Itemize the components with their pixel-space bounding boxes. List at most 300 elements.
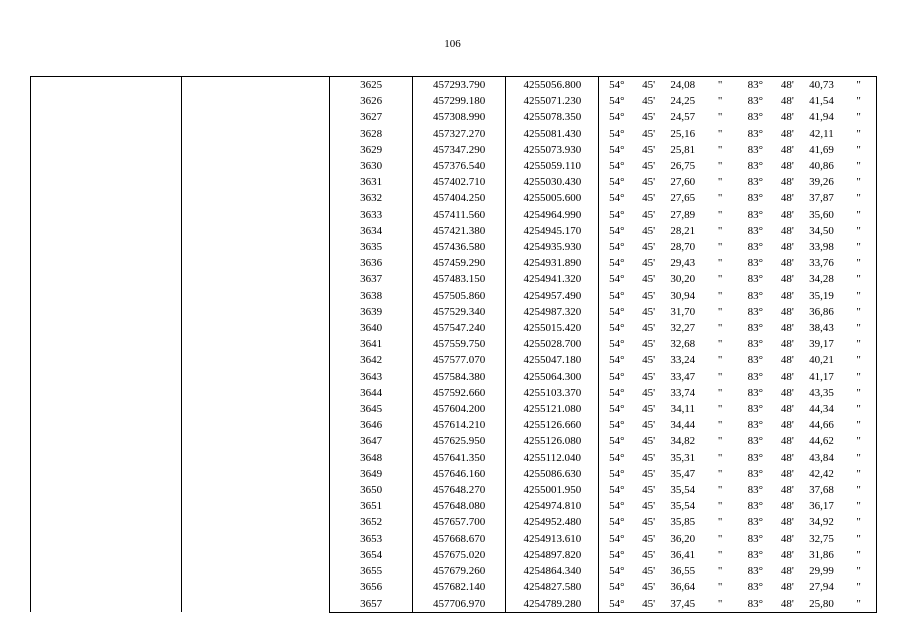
latitude-degrees-value: 54 bbox=[609, 95, 621, 108]
latitude-minutes bbox=[634, 498, 663, 514]
y-coordinate: 4255030.430 bbox=[506, 174, 599, 190]
x-coordinate: 457459.290 bbox=[413, 255, 506, 271]
latitude-seconds: 33,24 bbox=[670, 354, 696, 367]
latitude-seconds: 35,54 bbox=[670, 484, 696, 497]
longitude-seconds: 25,80 bbox=[802, 596, 841, 613]
longitude-minutes-value: 48 bbox=[780, 565, 792, 578]
longitude-degrees-symbol: ° bbox=[758, 305, 763, 318]
y-coordinate: 4255028.700 bbox=[506, 336, 599, 352]
latitude-seconds-symbol: " bbox=[717, 386, 723, 399]
x-coordinate: 457421.380 bbox=[413, 223, 506, 239]
longitude-degrees bbox=[738, 142, 773, 158]
latitude-minutes bbox=[634, 401, 663, 417]
latitude-minutes-value: 45 bbox=[642, 241, 654, 254]
longitude-minutes-value: 48 bbox=[780, 289, 792, 302]
latitude-degrees bbox=[599, 93, 634, 109]
point-number: 3632 bbox=[330, 190, 413, 206]
longitude-minutes-value: 48 bbox=[780, 95, 792, 108]
point-number: 3635 bbox=[330, 239, 413, 255]
latitude-degrees-symbol: ° bbox=[620, 176, 625, 189]
latitude-degrees bbox=[599, 596, 634, 613]
latitude-minutes-value: 45 bbox=[642, 354, 654, 367]
longitude-minutes-symbol: ' bbox=[791, 386, 794, 399]
longitude-minutes-value: 48 bbox=[780, 273, 792, 286]
longitude-seconds-symbol: " bbox=[841, 126, 876, 142]
longitude-degrees-symbol: ° bbox=[758, 127, 763, 140]
latitude-degrees-symbol: ° bbox=[620, 224, 625, 237]
x-coordinate: 457679.260 bbox=[413, 563, 506, 579]
latitude-degrees bbox=[599, 385, 634, 401]
longitude-seconds-symbol: " bbox=[841, 77, 876, 94]
longitude-minutes-symbol: ' bbox=[791, 305, 794, 318]
latitude-degrees-symbol: ° bbox=[620, 500, 625, 513]
latitude-minutes-symbol: ' bbox=[653, 451, 656, 464]
longitude-seconds: 34,92 bbox=[809, 516, 834, 529]
longitude-seconds-symbol: " bbox=[841, 401, 876, 417]
longitude-minutes-symbol: ' bbox=[791, 127, 794, 140]
latitude-degrees-value: 54 bbox=[609, 419, 621, 432]
longitude-degrees bbox=[738, 417, 773, 433]
point-number: 3625 bbox=[330, 77, 413, 94]
latitude-seconds-symbol: " bbox=[717, 354, 723, 367]
latitude-seconds-symbol: " bbox=[717, 289, 723, 302]
latitude-minutes-value: 45 bbox=[642, 484, 654, 497]
point-number: 3653 bbox=[330, 531, 413, 547]
longitude-seconds-symbol: " bbox=[841, 466, 876, 482]
longitude-degrees-value: 83 bbox=[747, 160, 759, 173]
longitude-minutes-value: 48 bbox=[780, 451, 792, 464]
longitude-degrees-symbol: ° bbox=[758, 548, 763, 561]
longitude-seconds: 38,43 bbox=[809, 322, 834, 335]
longitude-degrees-symbol: ° bbox=[758, 565, 763, 578]
latitude-seconds: 27,65 bbox=[670, 192, 696, 205]
y-coordinate: 4254827.580 bbox=[506, 579, 599, 595]
latitude-minutes bbox=[634, 109, 663, 125]
longitude-minutes-symbol: ' bbox=[791, 273, 794, 286]
latitude-minutes bbox=[634, 417, 663, 433]
latitude-degrees-value: 54 bbox=[609, 241, 621, 254]
latitude-degrees bbox=[599, 304, 634, 320]
latitude-degrees-value: 54 bbox=[609, 597, 621, 610]
longitude-degrees bbox=[738, 385, 773, 401]
latitude-degrees-symbol: ° bbox=[620, 241, 625, 254]
longitude-minutes bbox=[773, 93, 802, 109]
latitude-minutes-symbol: ' bbox=[653, 79, 656, 91]
latitude-minutes-symbol: ' bbox=[653, 500, 656, 513]
longitude-seconds: 31,86 bbox=[809, 548, 834, 561]
longitude-minutes bbox=[773, 498, 802, 514]
latitude-minutes-symbol: ' bbox=[653, 208, 656, 221]
point-number: 3642 bbox=[330, 352, 413, 368]
point-number: 3627 bbox=[330, 109, 413, 125]
longitude-minutes bbox=[773, 385, 802, 401]
longitude-minutes-symbol: ' bbox=[791, 111, 794, 124]
latitude-minutes-symbol: ' bbox=[653, 386, 656, 399]
longitude-degrees-symbol: ° bbox=[758, 370, 763, 383]
longitude-seconds-symbol: " bbox=[841, 320, 876, 336]
longitude-degrees-value: 83 bbox=[747, 467, 759, 480]
longitude-minutes bbox=[773, 207, 802, 223]
latitude-minutes-symbol: ' bbox=[653, 532, 656, 545]
longitude-degrees-value: 83 bbox=[747, 548, 759, 561]
longitude-minutes-value: 48 bbox=[780, 581, 792, 594]
longitude-seconds-symbol: " bbox=[841, 190, 876, 206]
latitude-degrees-value: 54 bbox=[609, 273, 621, 286]
longitude-minutes-symbol: ' bbox=[791, 143, 794, 156]
x-coordinate: 457657.700 bbox=[413, 514, 506, 530]
longitude-minutes-symbol: ' bbox=[791, 289, 794, 302]
longitude-seconds-symbol: " bbox=[841, 174, 876, 190]
longitude-degrees-value: 83 bbox=[747, 176, 759, 189]
longitude-degrees-symbol: ° bbox=[758, 160, 763, 173]
longitude-degrees-value: 83 bbox=[747, 95, 759, 108]
latitude-degrees-symbol: ° bbox=[620, 257, 625, 270]
latitude-minutes bbox=[634, 320, 663, 336]
longitude-degrees bbox=[738, 401, 773, 417]
longitude-degrees-symbol: ° bbox=[758, 322, 763, 335]
latitude-minutes-value: 45 bbox=[642, 289, 654, 302]
latitude-degrees bbox=[599, 109, 634, 125]
latitude-degrees bbox=[599, 563, 634, 579]
latitude-seconds-symbol: " bbox=[717, 322, 723, 335]
longitude-seconds-symbol: " bbox=[841, 207, 876, 223]
latitude-degrees bbox=[599, 336, 634, 352]
longitude-seconds: 34,50 bbox=[809, 224, 834, 237]
latitude-minutes bbox=[634, 369, 663, 385]
longitude-seconds-symbol: " bbox=[841, 239, 876, 255]
latitude-degrees-symbol: ° bbox=[620, 160, 625, 173]
latitude-minutes-value: 45 bbox=[642, 257, 654, 270]
latitude-seconds: 27,60 bbox=[670, 176, 696, 189]
point-number: 3646 bbox=[330, 417, 413, 433]
longitude-seconds-symbol: " bbox=[841, 304, 876, 320]
longitude-degrees bbox=[738, 514, 773, 530]
longitude-seconds-symbol: " bbox=[841, 563, 876, 579]
latitude-minutes-value: 45 bbox=[642, 305, 654, 318]
longitude-minutes bbox=[773, 239, 802, 255]
longitude-degrees-symbol: ° bbox=[758, 386, 763, 399]
y-coordinate: 4254935.930 bbox=[506, 239, 599, 255]
longitude-seconds: 40,73 bbox=[802, 77, 841, 94]
longitude-seconds: 35,60 bbox=[809, 208, 834, 221]
latitude-seconds: 36,41 bbox=[670, 548, 696, 561]
x-coordinate: 457577.070 bbox=[413, 352, 506, 368]
longitude-degrees-symbol: ° bbox=[758, 516, 763, 529]
longitude-minutes-symbol: ' bbox=[791, 532, 794, 545]
longitude-minutes-value: 48 bbox=[780, 176, 792, 189]
longitude-minutes-value: 48 bbox=[780, 192, 792, 205]
latitude-degrees-value: 54 bbox=[609, 403, 621, 416]
latitude-seconds: 24,25 bbox=[670, 95, 696, 108]
x-coordinate: 457505.860 bbox=[413, 288, 506, 304]
longitude-minutes-symbol: ' bbox=[791, 435, 794, 448]
latitude-seconds: 34,82 bbox=[670, 435, 696, 448]
longitude-minutes-symbol: ' bbox=[791, 370, 794, 383]
latitude-minutes bbox=[634, 433, 663, 449]
x-coordinate: 457347.290 bbox=[413, 142, 506, 158]
x-coordinate: 457648.080 bbox=[413, 498, 506, 514]
latitude-minutes-value: 45 bbox=[642, 273, 654, 286]
longitude-minutes-value: 48 bbox=[780, 516, 792, 529]
latitude-degrees bbox=[599, 142, 634, 158]
longitude-degrees-value: 83 bbox=[747, 208, 759, 221]
latitude-degrees-value: 54 bbox=[609, 289, 621, 302]
latitude-seconds-symbol: " bbox=[717, 581, 723, 594]
latitude-minutes bbox=[634, 174, 663, 190]
latitude-degrees-symbol: ° bbox=[620, 338, 625, 351]
longitude-minutes-symbol: ' bbox=[791, 160, 794, 173]
longitude-minutes-value: 48 bbox=[780, 532, 792, 545]
y-coordinate: 4254957.490 bbox=[506, 288, 599, 304]
longitude-minutes bbox=[773, 547, 802, 563]
latitude-seconds: 34,11 bbox=[670, 403, 695, 416]
latitude-seconds: 25,81 bbox=[670, 143, 696, 156]
latitude-degrees-symbol: ° bbox=[620, 565, 625, 578]
longitude-seconds-symbol: " bbox=[841, 417, 876, 433]
latitude-seconds-symbol: " bbox=[717, 451, 723, 464]
longitude-degrees-symbol: ° bbox=[758, 435, 763, 448]
latitude-seconds-symbol: " bbox=[717, 484, 723, 497]
longitude-degrees bbox=[738, 158, 773, 174]
latitude-degrees-value: 54 bbox=[609, 435, 621, 448]
latitude-seconds-symbol: " bbox=[717, 273, 723, 286]
point-number: 3654 bbox=[330, 547, 413, 563]
latitude-seconds: 24,57 bbox=[670, 111, 696, 124]
longitude-seconds-symbol: " bbox=[841, 255, 876, 271]
latitude-degrees bbox=[599, 239, 634, 255]
latitude-minutes bbox=[634, 255, 663, 271]
latitude-degrees-symbol: ° bbox=[620, 95, 625, 108]
x-coordinate: 457299.180 bbox=[413, 93, 506, 109]
latitude-seconds: 26,75 bbox=[670, 160, 696, 173]
longitude-minutes-value: 48 bbox=[780, 305, 792, 318]
longitude-degrees bbox=[738, 109, 773, 125]
x-coordinate: 457641.350 bbox=[413, 450, 506, 466]
latitude-minutes bbox=[634, 531, 663, 547]
latitude-minutes-symbol: ' bbox=[653, 516, 656, 529]
longitude-seconds-symbol: " bbox=[841, 109, 876, 125]
longitude-seconds-symbol: " bbox=[841, 450, 876, 466]
longitude-minutes-symbol: ' bbox=[791, 208, 794, 221]
longitude-degrees-value: 83 bbox=[747, 273, 759, 286]
latitude-seconds: 32,68 bbox=[670, 338, 696, 351]
longitude-seconds: 43,35 bbox=[809, 386, 834, 399]
latitude-degrees-value: 54 bbox=[609, 143, 621, 156]
longitude-minutes bbox=[773, 142, 802, 158]
longitude-degrees bbox=[738, 77, 773, 94]
latitude-minutes bbox=[634, 93, 663, 109]
y-coordinate: 4255047.180 bbox=[506, 352, 599, 368]
y-coordinate: 4254864.340 bbox=[506, 563, 599, 579]
latitude-degrees-value: 54 bbox=[609, 451, 621, 464]
longitude-degrees-symbol: ° bbox=[758, 176, 763, 189]
point-number: 3640 bbox=[330, 320, 413, 336]
longitude-minutes-value: 48 bbox=[780, 127, 792, 140]
longitude-degrees bbox=[738, 579, 773, 595]
latitude-minutes bbox=[634, 563, 663, 579]
latitude-minutes bbox=[634, 579, 663, 595]
point-number: 3651 bbox=[330, 498, 413, 514]
x-coordinate: 457706.970 bbox=[413, 596, 506, 613]
latitude-degrees-symbol: ° bbox=[620, 516, 625, 529]
longitude-minutes-value: 48 bbox=[780, 241, 792, 254]
longitude-degrees bbox=[738, 93, 773, 109]
latitude-degrees bbox=[599, 174, 634, 190]
longitude-minutes-symbol: ' bbox=[791, 516, 794, 529]
latitude-degrees bbox=[599, 190, 634, 206]
longitude-minutes-value: 48 bbox=[780, 484, 792, 497]
latitude-degrees-symbol: ° bbox=[620, 322, 625, 335]
table-row bbox=[31, 77, 877, 94]
longitude-degrees bbox=[738, 255, 773, 271]
latitude-degrees-symbol: ° bbox=[620, 273, 625, 286]
point-number: 3637 bbox=[330, 271, 413, 287]
y-coordinate: 4254952.480 bbox=[506, 514, 599, 530]
latitude-seconds-symbol: " bbox=[717, 224, 723, 237]
longitude-minutes bbox=[773, 174, 802, 190]
longitude-degrees-value: 83 bbox=[747, 581, 759, 594]
latitude-degrees bbox=[599, 77, 634, 94]
longitude-minutes-value: 48 bbox=[780, 435, 792, 448]
longitude-degrees bbox=[738, 304, 773, 320]
point-number: 3641 bbox=[330, 336, 413, 352]
longitude-minutes bbox=[773, 223, 802, 239]
latitude-minutes bbox=[634, 336, 663, 352]
longitude-degrees-value: 83 bbox=[747, 257, 759, 270]
longitude-seconds-symbol: " bbox=[841, 158, 876, 174]
latitude-seconds-symbol: " bbox=[717, 435, 723, 448]
latitude-minutes-value: 45 bbox=[642, 208, 654, 221]
latitude-minutes bbox=[634, 271, 663, 287]
point-number: 3649 bbox=[330, 466, 413, 482]
y-coordinate: 4255126.660 bbox=[506, 417, 599, 433]
latitude-seconds: 35,54 bbox=[670, 500, 696, 513]
longitude-degrees bbox=[738, 190, 773, 206]
latitude-seconds: 33,47 bbox=[670, 370, 696, 383]
latitude-seconds-symbol: " bbox=[717, 111, 723, 124]
latitude-seconds-symbol: " bbox=[717, 516, 723, 529]
longitude-minutes-symbol: ' bbox=[791, 419, 794, 432]
longitude-minutes bbox=[773, 158, 802, 174]
longitude-minutes bbox=[773, 352, 802, 368]
longitude-degrees-symbol: ° bbox=[758, 581, 763, 594]
longitude-minutes-value: 48 bbox=[780, 257, 792, 270]
longitude-seconds: 44,66 bbox=[809, 419, 834, 432]
latitude-minutes-symbol: ' bbox=[653, 484, 656, 497]
longitude-minutes-symbol: ' bbox=[791, 565, 794, 578]
y-coordinate: 4254987.320 bbox=[506, 304, 599, 320]
latitude-degrees-symbol: ° bbox=[620, 451, 625, 464]
latitude-minutes-symbol: ' bbox=[653, 581, 656, 594]
latitude-seconds-symbol: " bbox=[717, 467, 723, 480]
latitude-minutes-symbol: ' bbox=[653, 127, 656, 140]
y-coordinate: 4255015.420 bbox=[506, 320, 599, 336]
longitude-degrees-symbol: ° bbox=[758, 192, 763, 205]
longitude-degrees-value: 83 bbox=[747, 500, 759, 513]
point-number: 3636 bbox=[330, 255, 413, 271]
longitude-minutes bbox=[773, 579, 802, 595]
point-number: 3630 bbox=[330, 158, 413, 174]
latitude-minutes-value: 45 bbox=[642, 597, 654, 610]
longitude-minutes bbox=[773, 255, 802, 271]
longitude-degrees-symbol: ° bbox=[758, 338, 763, 351]
longitude-minutes-symbol: ' bbox=[791, 322, 794, 335]
longitude-minutes-value: 48 bbox=[780, 208, 792, 221]
longitude-minutes bbox=[773, 563, 802, 579]
longitude-degrees-symbol: ° bbox=[758, 111, 763, 124]
latitude-degrees-symbol: ° bbox=[620, 305, 625, 318]
x-coordinate: 457559.750 bbox=[413, 336, 506, 352]
longitude-degrees-value: 83 bbox=[747, 516, 759, 529]
longitude-seconds-symbol: " bbox=[841, 271, 876, 287]
latitude-minutes-value: 45 bbox=[642, 500, 654, 513]
latitude-degrees-symbol: ° bbox=[620, 484, 625, 497]
latitude-degrees bbox=[599, 255, 634, 271]
longitude-minutes bbox=[773, 288, 802, 304]
point-number: 3633 bbox=[330, 207, 413, 223]
latitude-seconds: 28,21 bbox=[670, 224, 696, 237]
longitude-degrees-symbol: ° bbox=[758, 451, 763, 464]
latitude-seconds: 31,70 bbox=[670, 305, 696, 318]
latitude-minutes-symbol: ' bbox=[653, 273, 656, 286]
latitude-seconds-symbol: " bbox=[717, 160, 723, 173]
longitude-degrees bbox=[738, 223, 773, 239]
longitude-seconds: 44,34 bbox=[809, 403, 834, 416]
longitude-seconds: 36,17 bbox=[809, 500, 834, 513]
longitude-seconds-symbol: " bbox=[841, 514, 876, 530]
longitude-minutes-symbol: ' bbox=[791, 451, 794, 464]
latitude-degrees bbox=[599, 320, 634, 336]
latitude-minutes-value: 45 bbox=[642, 451, 654, 464]
x-coordinate: 457614.210 bbox=[413, 417, 506, 433]
longitude-degrees bbox=[738, 336, 773, 352]
latitude-degrees bbox=[599, 450, 634, 466]
latitude-degrees-symbol: ° bbox=[620, 127, 625, 140]
latitude-minutes bbox=[634, 482, 663, 498]
latitude-minutes-symbol: ' bbox=[653, 160, 656, 173]
latitude-minutes-value: 45 bbox=[642, 224, 654, 237]
latitude-seconds-symbol: " bbox=[717, 532, 723, 545]
latitude-minutes-value: 45 bbox=[642, 192, 654, 205]
latitude-degrees-symbol: ° bbox=[620, 111, 625, 124]
latitude-seconds-symbol: " bbox=[717, 370, 723, 383]
latitude-seconds: 35,47 bbox=[670, 467, 696, 480]
latitude-minutes-value: 45 bbox=[642, 565, 654, 578]
longitude-degrees-value: 83 bbox=[747, 386, 759, 399]
x-coordinate: 457376.540 bbox=[413, 158, 506, 174]
latitude-degrees-value: 54 bbox=[609, 257, 621, 270]
longitude-seconds: 40,21 bbox=[809, 354, 834, 367]
longitude-degrees-value: 83 bbox=[747, 143, 759, 156]
x-coordinate: 457584.380 bbox=[413, 369, 506, 385]
latitude-minutes-value: 45 bbox=[642, 95, 654, 108]
latitude-seconds: 25,16 bbox=[670, 127, 696, 140]
longitude-seconds-symbol: " bbox=[841, 288, 876, 304]
latitude-minutes-symbol: ' bbox=[653, 95, 656, 108]
latitude-degrees bbox=[599, 547, 634, 563]
longitude-minutes-value: 48 bbox=[780, 419, 792, 432]
latitude-degrees-value: 54 bbox=[609, 370, 621, 383]
latitude-minutes-symbol: ' bbox=[653, 143, 656, 156]
longitude-degrees-value: 83 bbox=[747, 403, 759, 416]
longitude-seconds-symbol: " bbox=[841, 547, 876, 563]
longitude-minutes-symbol: ' bbox=[791, 548, 794, 561]
x-coordinate: 457646.160 bbox=[413, 466, 506, 482]
latitude-degrees-value: 54 bbox=[609, 176, 621, 189]
latitude-degrees bbox=[599, 482, 634, 498]
latitude-minutes-value: 45 bbox=[642, 160, 654, 173]
longitude-degrees-value: 83 bbox=[747, 370, 759, 383]
